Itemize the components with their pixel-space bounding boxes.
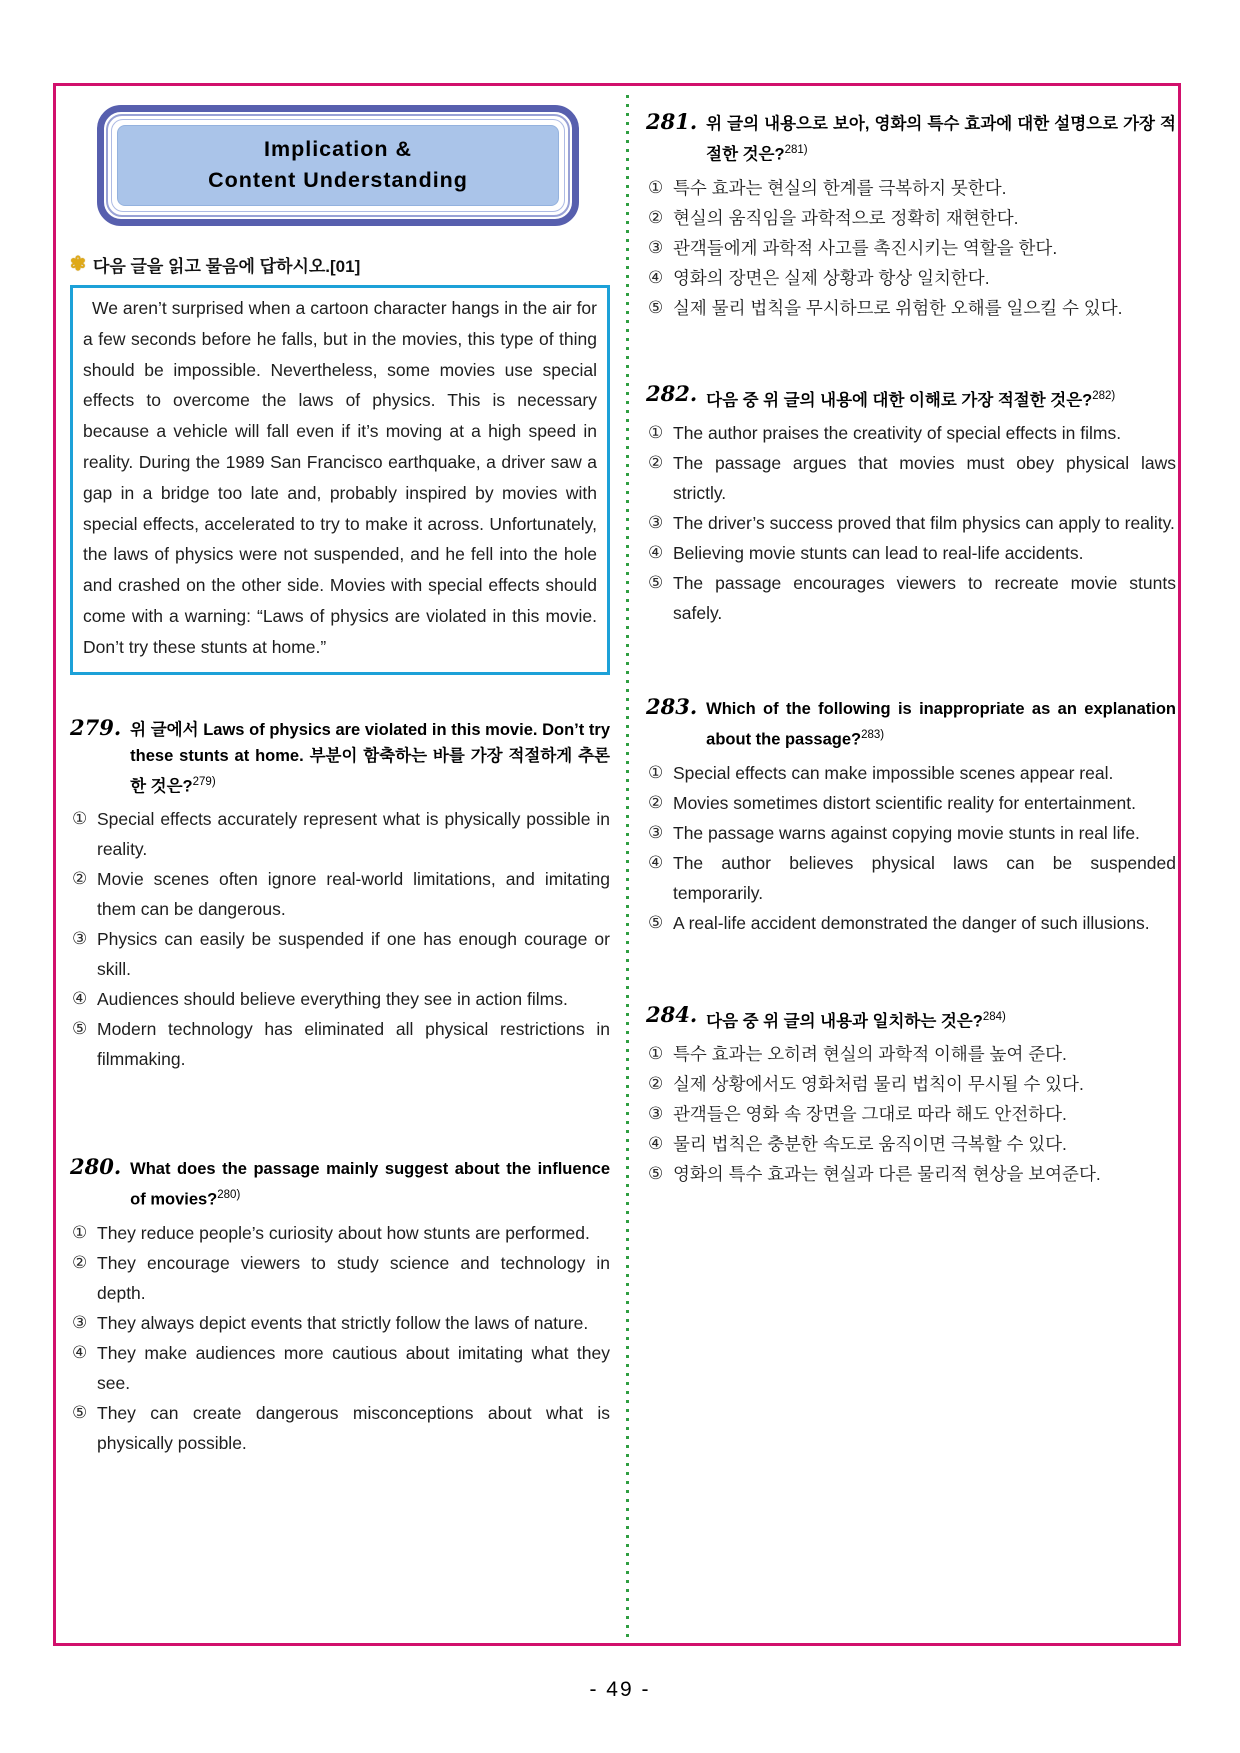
option-marker: ⑤ [648, 297, 664, 317]
question-stem-text: Which of the following is inappropriate as an explanation about the passage? [706, 700, 1176, 749]
option-text: They encourage viewers to study science and technology in depth. [97, 1252, 610, 1303]
option-text: A real-life accident demonstrated the danger of such illusions. [673, 912, 1150, 933]
option-2 [70, 864, 610, 924]
option-marker: ② [648, 792, 664, 812]
option-3 [646, 818, 1176, 848]
option-marker: ① [72, 809, 88, 829]
option-marker: ⑤ [648, 912, 664, 932]
page-number: - 49 - [589, 1678, 651, 1701]
option-text: The passage encourages viewers to recreate movie stunts safely. [673, 573, 1176, 623]
option-marker: ② [648, 453, 664, 472]
option-1 [646, 173, 1176, 203]
question-284 [646, 1002, 1176, 1190]
option-5 [646, 293, 1176, 323]
option-marker: ④ [648, 1134, 664, 1153]
question-footnote: 280) [217, 1189, 241, 1202]
option-marker: ④ [648, 267, 664, 287]
option-marker: ④ [648, 852, 664, 872]
right-column [646, 95, 1176, 1189]
option-4 [646, 538, 1176, 568]
options-list [646, 758, 1176, 938]
option-2 [646, 448, 1176, 508]
option-4 [646, 263, 1176, 293]
option-text: 현실의 움직임을 과학적으로 정확히 재현한다. [673, 207, 1019, 228]
question-281 [646, 109, 1176, 323]
option-marker: ① [648, 762, 664, 782]
question-stem-text: 위 글에서 Laws of physics are violated in this movie. Don’t try these stunts at home. 부분이 함축하는 바를 가장 적절하게 추론한 것은? [130, 720, 610, 796]
option-marker: ④ [72, 989, 88, 1009]
option-text: Movies sometimes distort scientific reality for entertainment. [673, 792, 1136, 813]
question-number: 280. [70, 1154, 122, 1180]
option-text: The author believes physical laws can be suspended temporarily. [673, 852, 1176, 903]
instruction-line [70, 252, 610, 277]
header-box-mid [106, 114, 570, 217]
option-1 [70, 1218, 610, 1248]
option-marker: ① [72, 1222, 88, 1242]
column-divider [626, 95, 629, 1643]
option-marker: ③ [72, 929, 88, 949]
option-marker: ⑤ [648, 1164, 664, 1183]
option-text: Modern technology has eliminated all physical restrictions in filmmaking. [97, 1019, 610, 1070]
question-stem [706, 381, 1176, 414]
question-number: 282. [646, 380, 698, 406]
passage-text: We aren’t surprised when a cartoon character hangs in the air for a few seconds before he falls, but in the movies, this type of thing should be impossible. Nevertheless, some movies use special effects to overcome the laws of physics. This is necessary because a vehicle will fall even if it’s moving at a high speed in reality. During the 1989 San Francisco earthquake, a driver saw a gap in a bridge too late and, probably inspired by movies with special effects, accelerated to try to make it across. Unfortunately, the laws of physics were not suspended, and he fell into the hole and crashed on the other side. Movies with special effects should come with a warning: “Laws of physics are violated in this movie. Don’t try these stunts at home.” [83, 298, 597, 657]
flower-icon: ✾ [70, 254, 86, 275]
passage-box [70, 285, 610, 675]
question-head [646, 694, 1176, 753]
question-stem [130, 1154, 610, 1213]
option-marker: ③ [648, 822, 664, 842]
option-text: The passage warns against copying movie stunts in real life. [673, 822, 1140, 843]
option-1 [70, 804, 610, 864]
header-title [115, 123, 561, 208]
option-marker: ② [648, 1074, 664, 1093]
option-text: Special effects accurately represent what is physically possible in reality. [97, 809, 610, 860]
option-3 [646, 508, 1176, 538]
question-head [646, 1002, 1176, 1035]
option-text: The author praises the creativity of special effects in films. [673, 423, 1122, 443]
option-marker: ① [648, 177, 664, 197]
option-5 [646, 1159, 1176, 1189]
option-marker: ③ [648, 1104, 664, 1123]
option-marker: ② [72, 1252, 88, 1272]
option-4 [646, 848, 1176, 908]
option-text: Movie scenes often ignore real-world limitations, and imitating them can be dangerous. [97, 869, 610, 920]
option-text: They reduce people’s curiosity about how stunts are performed. [97, 1222, 590, 1243]
question-footnote: 281) [784, 144, 808, 156]
option-marker: ① [648, 423, 664, 442]
option-2 [70, 1248, 610, 1308]
left-column [70, 95, 610, 1458]
option-text: They make audiences more cautious about imitating what they see. [97, 1342, 610, 1393]
option-text: 특수 효과는 현실의 한계를 극복하지 못한다. [673, 177, 1007, 198]
option-3 [646, 1099, 1176, 1129]
question-stem [706, 1002, 1176, 1035]
options-list [70, 804, 610, 1074]
option-marker: ③ [648, 513, 664, 532]
header-title-line2: Content Understanding [208, 168, 468, 192]
option-3 [70, 1308, 610, 1338]
question-number: 283. [646, 694, 698, 719]
question-head [646, 381, 1176, 414]
question-stem-text: What does the passage mainly suggest about the influence of movies? [130, 1160, 610, 1209]
question-279 [70, 715, 610, 1075]
option-text: 관객들에게 과학적 사고를 촉진시키는 역할을 한다. [673, 237, 1058, 258]
options-list [70, 1218, 610, 1458]
question-number: 281. [646, 109, 698, 134]
question-number: 284. [646, 1001, 698, 1027]
question-footnote: 279) [192, 775, 216, 788]
option-marker: ① [648, 1044, 664, 1063]
question-head [70, 715, 610, 800]
options-list [646, 1039, 1176, 1189]
option-text: Audiences should believe everything they see in action films. [97, 989, 568, 1010]
question-stem-text: 다음 중 위 글의 내용에 대한 이해로 가장 적절한 것은? [706, 391, 1093, 409]
question-stem-text: 위 글의 내용으로 보아, 영화의 특수 효과에 대한 설명으로 가장 적절한 것은? [706, 115, 1176, 164]
option-5 [646, 568, 1176, 628]
option-3 [70, 924, 610, 984]
option-text: 실제 상황에서도 영화처럼 물리 법칙이 무시될 수 있다. [673, 1074, 1084, 1094]
option-5 [646, 908, 1176, 938]
question-280 [70, 1154, 610, 1458]
question-head [70, 1154, 610, 1213]
option-marker: ③ [648, 237, 664, 257]
question-stem [706, 109, 1176, 168]
option-text: They always depict events that strictly follow the laws of nature. [97, 1312, 589, 1333]
option-text: 특수 효과는 오히려 현실의 과학적 이해를 높여 준다. [673, 1044, 1067, 1064]
header-title-line1: Implication & [264, 137, 412, 161]
question-number: 279. [70, 714, 122, 740]
option-2 [646, 203, 1176, 233]
question-283 [646, 694, 1176, 938]
question-footnote: 284) [982, 1010, 1006, 1023]
header-box [97, 105, 579, 226]
options-list [646, 173, 1176, 323]
question-282 [646, 381, 1176, 629]
option-marker: ⑤ [72, 1402, 88, 1422]
option-marker: ⑤ [648, 573, 664, 592]
option-2 [646, 1069, 1176, 1099]
option-text: 영화의 장면은 실제 상황과 항상 일치한다. [673, 267, 990, 288]
question-footnote: 282) [1092, 389, 1116, 402]
options-list [646, 418, 1176, 628]
option-text: 물리 법칙은 충분한 속도로 움직이면 극복할 수 있다. [673, 1134, 1067, 1154]
option-text: The driver’s success proved that film physics can apply to reality. [673, 513, 1175, 533]
option-1 [646, 1039, 1176, 1069]
question-stem-text: 다음 중 위 글의 내용과 일치하는 것은? [706, 1012, 983, 1030]
option-1 [646, 418, 1176, 448]
option-3 [646, 233, 1176, 263]
header-box-inner [111, 119, 565, 212]
option-text: The passage argues that movies must obey physical laws strictly. [673, 453, 1176, 503]
option-marker: ③ [72, 1312, 88, 1332]
question-stem [706, 694, 1176, 753]
option-2 [646, 788, 1176, 818]
option-4 [70, 1338, 610, 1398]
option-text: They can create dangerous misconceptions about what is physically possible. [97, 1402, 610, 1453]
question-head [646, 109, 1176, 168]
option-text: Believing movie stunts can lead to real-life accidents. [673, 543, 1084, 563]
option-marker: ⑤ [72, 1019, 88, 1039]
option-marker: ④ [648, 543, 664, 562]
option-marker: ② [648, 207, 664, 227]
option-text: 실제 물리 법칙을 무시하므로 위험한 오해를 일으킬 수 있다. [673, 297, 1123, 318]
option-4 [646, 1129, 1176, 1159]
option-text: 영화의 특수 효과는 현실과 다른 물리적 현상을 보여준다. [673, 1164, 1101, 1184]
instruction-text: 다음 글을 읽고 물음에 답하시오.[01] [92, 257, 361, 276]
option-marker: ④ [72, 1342, 88, 1362]
option-text: Physics can easily be suspended if one has enough courage or skill. [97, 929, 610, 980]
option-text: Special effects can make impossible scenes appear real. [673, 762, 1114, 783]
option-marker: ② [72, 869, 88, 889]
option-4 [70, 984, 610, 1014]
option-1 [646, 758, 1176, 788]
option-text: 관객들은 영화 속 장면을 그대로 따라 해도 안전하다. [673, 1104, 1067, 1124]
question-stem [130, 715, 610, 800]
question-footnote: 283) [861, 729, 885, 741]
option-5 [70, 1014, 610, 1074]
option-5 [70, 1398, 610, 1458]
